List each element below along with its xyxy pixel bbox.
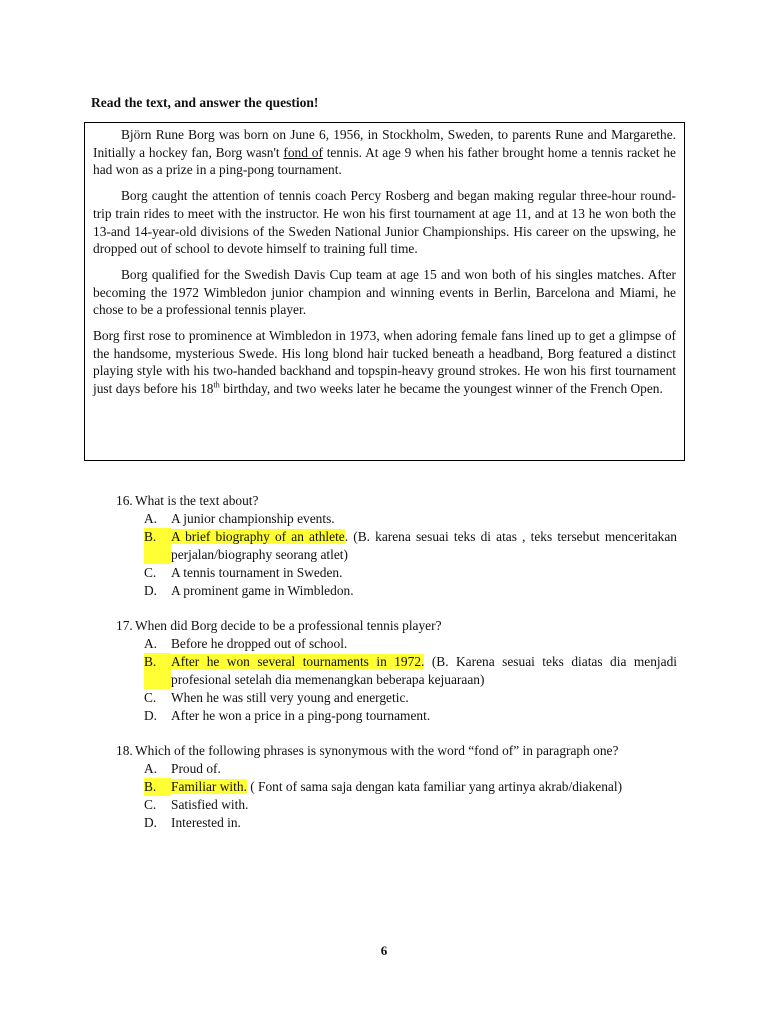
highlighted-answer: Familiar with. — [171, 779, 247, 794]
reading-passage-box — [84, 122, 685, 461]
question-number: 16. — [116, 493, 133, 508]
option-text: When he was still very young and energetic. — [171, 690, 409, 705]
question-17 — [116, 617, 677, 725]
answer-note: . (B. karena sesuai teks di atas , teks tersebut menceritakan perjalan/biography seorang atlet) — [171, 529, 677, 562]
answer-note: ( Font of sama saja dengan kata familiar yang artinya akrab/diakenal) — [246, 779, 623, 794]
option-text: Proud of. — [171, 761, 221, 776]
highlighted-answer: After he won several tournaments in 1972. — [171, 654, 425, 669]
question-16 — [116, 492, 677, 600]
instruction-heading: Read the text, and answer the question! — [91, 95, 319, 110]
paragraph-3: Borg qualified for the Swedish Davis Cup team at age 15 and won both of his singles matches. After becoming the 1972 Wimbledon junior champion and winning events in Berlin, Barcelona and Miami, he chose to be a professional tennis player. — [93, 266, 676, 318]
option-d — [116, 814, 677, 832]
question-18 — [116, 742, 677, 832]
option-letter: B. — [144, 778, 171, 796]
highlighted-answer: A brief biography of an athlete — [171, 529, 345, 544]
option-b-answer — [116, 528, 677, 564]
option-text: A prominent game in Wimbledon. — [171, 583, 354, 598]
option-text: A junior championship events. — [171, 511, 335, 526]
option-c — [116, 796, 677, 814]
option-text: After he won a price in a ping-pong tournament. — [171, 708, 431, 723]
paragraph-4: Borg first rose to prominence at Wimbledon in 1973, when adoring female fans lined up to get a glimpse of the handsome, mysterious Swede. His long blond hair tucked beneath a headband, Borg featured a distinct playing style with his two-handed backhand and topspin-heavy ground strokes. He won his first tournament just days before his 18th birthday, and two weeks later he became the youngest winner of the French Open. — [93, 328, 676, 397]
option-text: A tennis tournament in Sweden. — [171, 565, 343, 580]
option-a — [116, 635, 677, 653]
option-d — [116, 582, 677, 600]
option-letter: B. — [144, 653, 171, 689]
option-b-answer — [116, 653, 677, 689]
option-text: Satisfied with. — [171, 797, 249, 812]
option-d — [116, 707, 677, 725]
question-text: Which of the following phrases is synonymous with the word “fond of” in paragraph one? — [135, 743, 619, 758]
option-letter: A. — [144, 511, 158, 526]
option-letter: A. — [144, 761, 158, 776]
underlined-phrase: fond of — [283, 144, 323, 160]
option-a — [116, 760, 677, 778]
option-letter: D. — [144, 583, 158, 598]
question-text: What is the text about? — [135, 493, 259, 508]
option-letter: C. — [144, 797, 157, 812]
option-c — [116, 689, 677, 707]
option-letter: A. — [144, 636, 158, 651]
option-letter: C. — [144, 565, 157, 580]
option-letter: B. — [144, 528, 171, 564]
option-b-answer — [116, 778, 677, 796]
page-number: 6 — [380, 943, 388, 958]
option-c — [116, 564, 677, 582]
question-text: When did Borg decide to be a professional tennis player? — [135, 618, 442, 633]
option-letter: D. — [144, 708, 158, 723]
option-a — [116, 510, 677, 528]
option-letter: C. — [144, 690, 157, 705]
option-letter: D. — [144, 815, 158, 830]
question-number: 18. — [116, 743, 133, 758]
answer-note: (B. Karena sesuai teks diatas dia menjadi profesional setelah dia memenangkan beberapa kejuaraan) — [171, 654, 677, 687]
paragraph-2: Borg caught the attention of tennis coach Percy Rosberg and began making regular three-hour round-trip train rides to meet with the instructor. He won his first tournament at age 11, and at 13 he won both the 13-and 14-year-old divisions of the Sweden National Junior Championships. His career on the upswing, he dropped out of school to devote himself to training full time. — [93, 188, 676, 257]
option-text: Before he dropped out of school. — [171, 636, 348, 651]
question-number: 17. — [116, 618, 133, 633]
option-text: Interested in. — [171, 815, 241, 830]
paragraph-1: Björn Rune Borg was born on June 6, 1956, in Stockholm, Sweden, to parents Rune and Margarethe. Initially a hockey fan, Borg wasn't fond of tennis. At age 9 when his father brought home a tennis racket he had won as a prize in a ping-pong tournament. — [93, 127, 676, 178]
